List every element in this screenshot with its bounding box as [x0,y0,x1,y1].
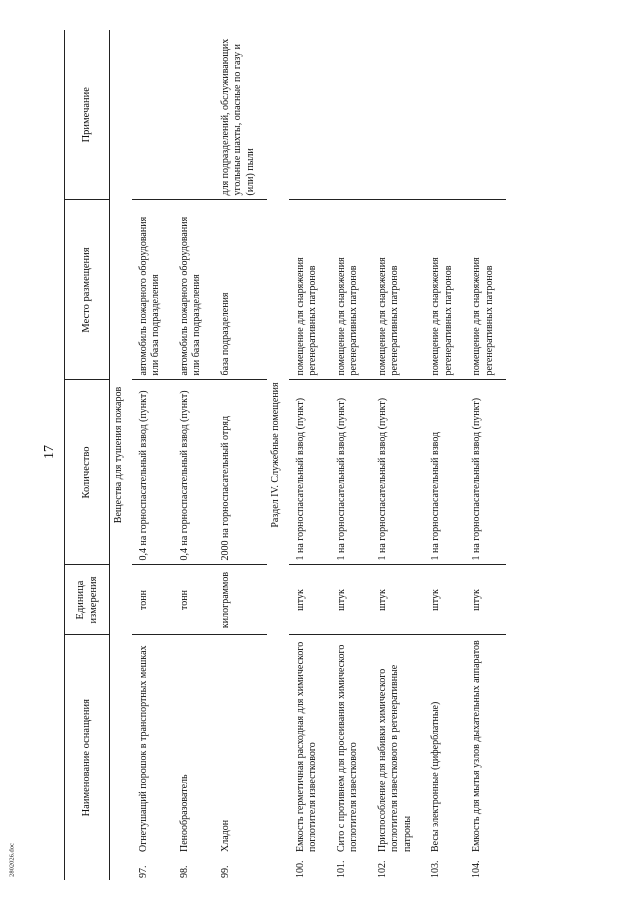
row-number: 102. [376,860,388,878]
cell-unit: штук [289,565,330,635]
cell-name [132,635,173,880]
cell-quantity: 2000 на горноспасательный отряд [214,380,268,565]
section-row [267,30,289,880]
cell-location: помещение для снаряжения регенеративных патронов [371,200,425,380]
cell-quantity: 0,4 на горноспасательный взвод (пункт) [132,380,173,565]
rows-group-a [132,30,268,880]
table-body [110,30,132,880]
row-number: 101. [335,860,347,878]
table-row [371,30,425,880]
cell-unit: тонн [173,565,214,635]
row-number: 103. [430,860,441,878]
cell-name [214,635,268,880]
table-row [214,30,268,880]
cell-name [424,635,465,880]
cell-name [465,635,506,880]
header-name: Наименование оснащения [65,635,110,880]
table-row [173,30,214,880]
row-name: Огнетушащий порошок в транспортных мешках [137,645,149,852]
cell-note [465,30,506,200]
cell-note [424,30,465,200]
row-name: Хладон [219,819,231,852]
row-number: 100. [294,860,306,878]
cell-location: автомобиль пожарного оборудования или база подразделения [132,200,173,380]
cell-name [289,635,330,880]
table-row [424,30,465,880]
page-number: 17 [42,445,57,459]
cell-name [173,635,214,880]
section-title-fire: Вещества для тушения пожаров [113,386,124,524]
row-number: 98. [178,865,190,878]
row-name: Сито с противнем для просеивания химического поглотителя известкового [335,644,359,852]
cell-note [289,30,330,200]
cell-location: помещение для снаряжения регенеративных патронов [289,200,330,380]
row-number: 104. [471,860,482,878]
cell-unit: штук [465,565,506,635]
cell-location: автомобиль пожарного оборудования или база подразделения [173,200,214,380]
table-row [132,30,173,880]
row-name: Емкость герметичная расходная для химического поглотителя известкового [294,641,318,852]
table-row [465,30,506,880]
cell-quantity: 0,4 на горноспасательный взвод (пункт) [173,380,214,565]
cell-unit: штук [424,565,465,635]
section-4-group [267,30,289,880]
row-name: Емкость для мытья узлов дыхательных аппаратов [471,640,482,852]
cell-location: помещение для снаряжения регенеративных патронов [330,200,371,380]
section-row [110,30,132,880]
equipment-table-sheet [64,30,614,880]
cell-quantity: 1 на горноспасательный взвод (пункт) [465,380,506,565]
cell-quantity: 1 на горноспасательный взвод [424,380,465,565]
rows-group-b [289,30,507,880]
cell-unit: штук [330,565,371,635]
cell-note [330,30,371,200]
cell-quantity: 1 на горноспасательный взвод (пункт) [330,380,371,565]
table-row [289,30,330,880]
header-location: Место размещения [65,200,110,380]
footer-doc-code: 2802026.doc [8,843,16,877]
cell-note [173,30,214,200]
equipment-table [64,30,506,880]
cell-note [371,30,425,200]
cell-quantity: 1 на горноспасательный взвод (пункт) [289,380,330,565]
cell-unit: килограммов [214,565,268,635]
cell-note: для подразделений, обслуживающих угольные шахты, опасные по газу и (или) пыли [214,30,268,200]
cell-unit: тонн [132,565,173,635]
row-name: Пенообразователь [178,774,190,852]
cell-quantity: 1 на горноспасательный взвод (пункт) [371,380,425,565]
header-quantity: Количество [65,380,110,565]
row-name: Весы электронные (циферблатные) [430,701,441,852]
cell-name [330,635,371,880]
row-name: Приспособление для набивки химического поглотителя известкового в регенеративные патроны [376,664,413,852]
row-number: 99. [219,865,231,878]
cell-unit: штук [371,565,425,635]
cell-location: помещение для снаряжения регенеративных патронов [424,200,465,380]
cell-note [132,30,173,200]
header-note: Примечание [65,30,110,200]
section-title-iv: Раздел IV. Служебные помещения [270,382,281,528]
cell-name [371,635,425,880]
cell-location: база подразделения [214,200,268,380]
row-number: 97. [137,865,149,878]
table-row [330,30,371,880]
cell-location: помещение для снаряжения регенеративных патронов [465,200,506,380]
header-unit: Единица измерения [65,565,110,635]
